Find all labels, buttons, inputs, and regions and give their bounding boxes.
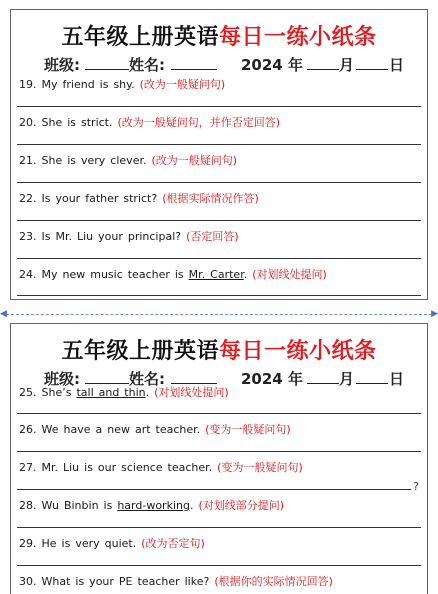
arrow-left-icon: ◀ [0, 309, 7, 319]
answer-line-24[interactable] [17, 295, 421, 296]
class-label: 班级: [44, 370, 80, 388]
arrow-right-icon: ▶ [431, 309, 438, 319]
answer-line-21[interactable] [17, 182, 421, 183]
question-29: 29. He is very quiet. (改为否定句) [19, 537, 205, 550]
answer-line-25[interactable] [17, 413, 421, 414]
answer-line-27[interactable] [17, 489, 411, 490]
year-label: 2024 年 [241, 370, 303, 388]
day-label: 日 [389, 56, 405, 74]
question-mark-end: ? [413, 480, 419, 493]
answer-line-29[interactable] [17, 565, 421, 566]
answer-line-19[interactable] [17, 106, 421, 107]
slip-title [11, 20, 427, 51]
question-26: 26. We have a new art teacher. (变为一般疑问句) [19, 423, 291, 436]
exercise-slip-1 [10, 9, 428, 300]
answer-line-23[interactable] [17, 258, 421, 259]
title-red-part: 每日一练小纸条 [219, 339, 377, 364]
month-label: 月 [339, 56, 355, 74]
question-19: 19. My friend is shy. (改为一般疑问句) [19, 78, 226, 91]
cut-line-divider [0, 309, 438, 319]
day-label: 日 [389, 370, 405, 388]
answer-line-26[interactable] [17, 451, 421, 452]
answer-line-20[interactable] [17, 144, 421, 145]
year-label: 2024 年 [241, 56, 303, 74]
question-20: 20. She is strict. (改为一般疑问句，并作否定回答) [19, 116, 281, 129]
class-label: 班级: [44, 56, 80, 74]
name-label: 姓名: [129, 370, 165, 388]
name-label: 姓名: [129, 56, 165, 74]
question-27: 27. Mr. Liu is our science teacher. (变为一般疑问句) [19, 461, 303, 474]
title-black-part: 五年级上册英语 [61, 25, 219, 50]
month-label: 月 [339, 370, 355, 388]
title-red-part: 每日一练小纸条 [219, 25, 377, 50]
question-28: 28. Wu Binbin is hard-working. (对划线部分提问) [19, 499, 285, 512]
student-info-line [11, 54, 427, 76]
question-23: 23. Is Mr. Liu your principal? (否定回答) [19, 230, 239, 243]
exercise-slip-2 [10, 323, 428, 594]
slip-title [11, 334, 427, 365]
title-black-part: 五年级上册英语 [61, 339, 219, 364]
question-25: 25. She’s tall and thin. (对划线处提问) [19, 386, 229, 399]
question-30: 30. What is your PE teacher like? (根据你的实际情况回答) [19, 575, 333, 588]
question-21: 21. She is very clever. (改为一般疑问句) [19, 154, 238, 167]
answer-line-22[interactable] [17, 220, 421, 221]
question-24: 24. My new music teacher is Mr. Carter. (对划线处提问) [19, 268, 327, 281]
question-22: 22. Is your father strict? (根据实际情况作答) [19, 192, 259, 205]
answer-line-28[interactable] [17, 527, 421, 528]
